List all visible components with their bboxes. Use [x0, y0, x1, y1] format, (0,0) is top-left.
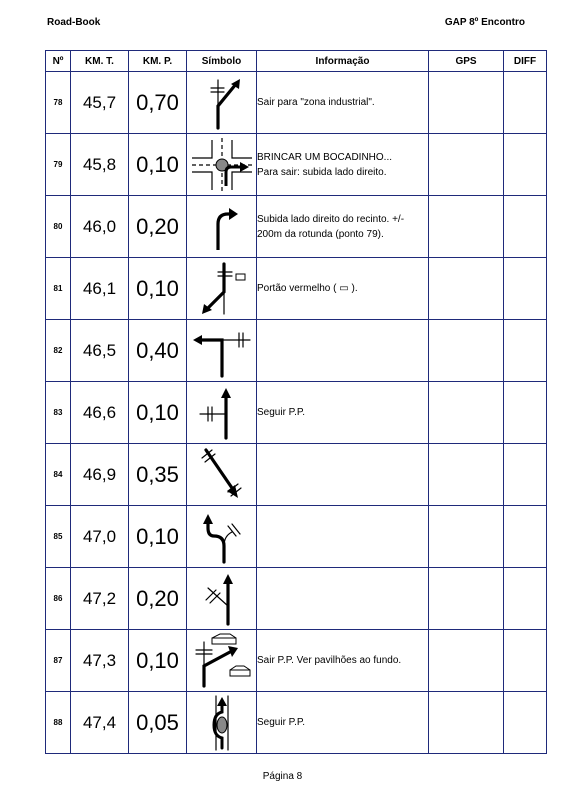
row-number: 85 — [46, 506, 71, 568]
gps-cell — [429, 320, 504, 382]
doc-title: Road-Book — [47, 17, 101, 28]
diff-cell — [504, 382, 547, 444]
symbol-cell — [187, 506, 257, 568]
table-row — [46, 258, 547, 320]
straight-ahead-junction-icon — [192, 384, 252, 442]
info-line: Sair P.P. Ver pavilhões ao fundo. — [257, 655, 402, 666]
info-line: Seguir P.P. — [257, 717, 306, 728]
straight-ahead-left-branch-icon — [192, 570, 252, 628]
gps-cell — [429, 382, 504, 444]
diff-cell — [504, 444, 547, 506]
table-row — [46, 444, 547, 506]
symbol-cell — [187, 258, 257, 320]
km-total: 47,0 — [71, 506, 129, 568]
gps-cell — [429, 692, 504, 754]
table-row — [46, 506, 547, 568]
row-number: 87 — [46, 630, 71, 692]
col-header-number: Nº — [46, 51, 71, 72]
info-cell — [257, 382, 429, 444]
table-row — [46, 630, 547, 692]
km-partial: 0,70 — [129, 72, 187, 134]
diff-cell — [504, 568, 547, 630]
gps-cell — [429, 72, 504, 134]
diagonal-right-arrow-icon — [192, 446, 252, 504]
row-number: 81 — [46, 258, 71, 320]
km-total: 47,3 — [71, 630, 129, 692]
symbol-cell — [187, 320, 257, 382]
col-header-km-total: KM. T. — [71, 51, 129, 72]
km-total: 46,5 — [71, 320, 129, 382]
km-partial: 0,10 — [129, 630, 187, 692]
table-row — [46, 320, 547, 382]
gps-cell — [429, 134, 504, 196]
table-header-row — [46, 51, 547, 72]
info-cell — [257, 134, 429, 196]
km-partial: 0,10 — [129, 134, 187, 196]
table-row — [46, 692, 547, 754]
info-cell — [257, 506, 429, 568]
fork-right-buildings-icon — [190, 632, 254, 690]
fork-left-gate-icon — [192, 260, 252, 318]
km-partial: 0,20 — [129, 568, 187, 630]
gps-cell — [429, 568, 504, 630]
symbol-cell — [187, 382, 257, 444]
info-line: BRINCAR UM BOCADINHO... — [257, 151, 393, 163]
gps-cell — [429, 630, 504, 692]
col-header-info: Informação — [257, 51, 429, 72]
row-number: 86 — [46, 568, 71, 630]
symbol-cell — [187, 134, 257, 196]
km-partial: 0,20 — [129, 196, 187, 258]
symbol-cell — [187, 692, 257, 754]
info-cell — [257, 258, 429, 320]
gps-cell — [429, 444, 504, 506]
diff-cell — [504, 72, 547, 134]
km-partial: 0,10 — [129, 506, 187, 568]
roadbook-table — [45, 50, 547, 754]
info-line: Para sair: subida lado direito. — [257, 166, 387, 178]
km-total: 45,7 — [71, 72, 129, 134]
col-header-diff: DIFF — [504, 51, 547, 72]
km-partial: 0,05 — [129, 692, 187, 754]
km-total: 46,1 — [71, 258, 129, 320]
gps-cell — [429, 258, 504, 320]
km-total: 46,0 — [71, 196, 129, 258]
symbol-cell — [187, 196, 257, 258]
symbol-cell — [187, 444, 257, 506]
t-junction-left-icon — [190, 322, 254, 380]
col-header-km-partial: KM. P. — [129, 51, 187, 72]
info-line: Sair para "zona industrial". — [257, 97, 375, 108]
row-number: 84 — [46, 444, 71, 506]
info-cell — [257, 692, 429, 754]
info-line: Subida lado direito do recinto. +/- — [257, 213, 405, 225]
diff-cell — [504, 630, 547, 692]
page-number: Página 8 — [262, 771, 303, 782]
info-line: 200m da rotunda (ponto 79). — [257, 228, 384, 240]
diff-cell — [504, 692, 547, 754]
curve-right-arrow-icon — [192, 198, 252, 256]
table-row — [46, 72, 547, 134]
info-cell — [257, 630, 429, 692]
fork-right-arrow-icon — [192, 74, 252, 132]
gps-cell — [429, 506, 504, 568]
info-cell — [257, 196, 429, 258]
row-number: 82 — [46, 320, 71, 382]
gps-cell — [429, 196, 504, 258]
crossroads-roundabout-icon — [190, 136, 254, 194]
roundabout-straight-icon — [192, 694, 252, 752]
km-partial: 0,40 — [129, 320, 187, 382]
row-number: 78 — [46, 72, 71, 134]
table-row — [46, 382, 547, 444]
row-number: 88 — [46, 692, 71, 754]
symbol-cell — [187, 568, 257, 630]
diff-cell — [504, 506, 547, 568]
km-partial: 0,35 — [129, 444, 187, 506]
diff-cell — [504, 258, 547, 320]
info-line: Portão vermelho ( ▭ ). — [257, 283, 358, 294]
symbol-cell — [187, 72, 257, 134]
km-total: 46,6 — [71, 382, 129, 444]
table-row — [46, 134, 547, 196]
table-row — [46, 568, 547, 630]
info-cell — [257, 320, 429, 382]
km-total: 46,9 — [71, 444, 129, 506]
km-partial: 0,10 — [129, 382, 187, 444]
u-turn-left-icon — [192, 508, 252, 566]
info-cell — [257, 568, 429, 630]
diff-cell — [504, 134, 547, 196]
km-partial: 0,10 — [129, 258, 187, 320]
table-row — [46, 196, 547, 258]
km-total: 47,4 — [71, 692, 129, 754]
row-number: 83 — [46, 382, 71, 444]
km-total: 47,2 — [71, 568, 129, 630]
km-total: 45,8 — [71, 134, 129, 196]
info-cell — [257, 72, 429, 134]
col-header-gps: GPS — [429, 51, 504, 72]
diff-cell — [504, 196, 547, 258]
symbol-cell — [187, 630, 257, 692]
diff-cell — [504, 320, 547, 382]
col-header-symbol: Símbolo — [187, 51, 257, 72]
row-number: 80 — [46, 196, 71, 258]
info-cell — [257, 444, 429, 506]
row-number: 79 — [46, 134, 71, 196]
info-line: Seguir P.P. — [257, 407, 306, 418]
event-name: GAP 8º Encontro — [444, 17, 525, 28]
